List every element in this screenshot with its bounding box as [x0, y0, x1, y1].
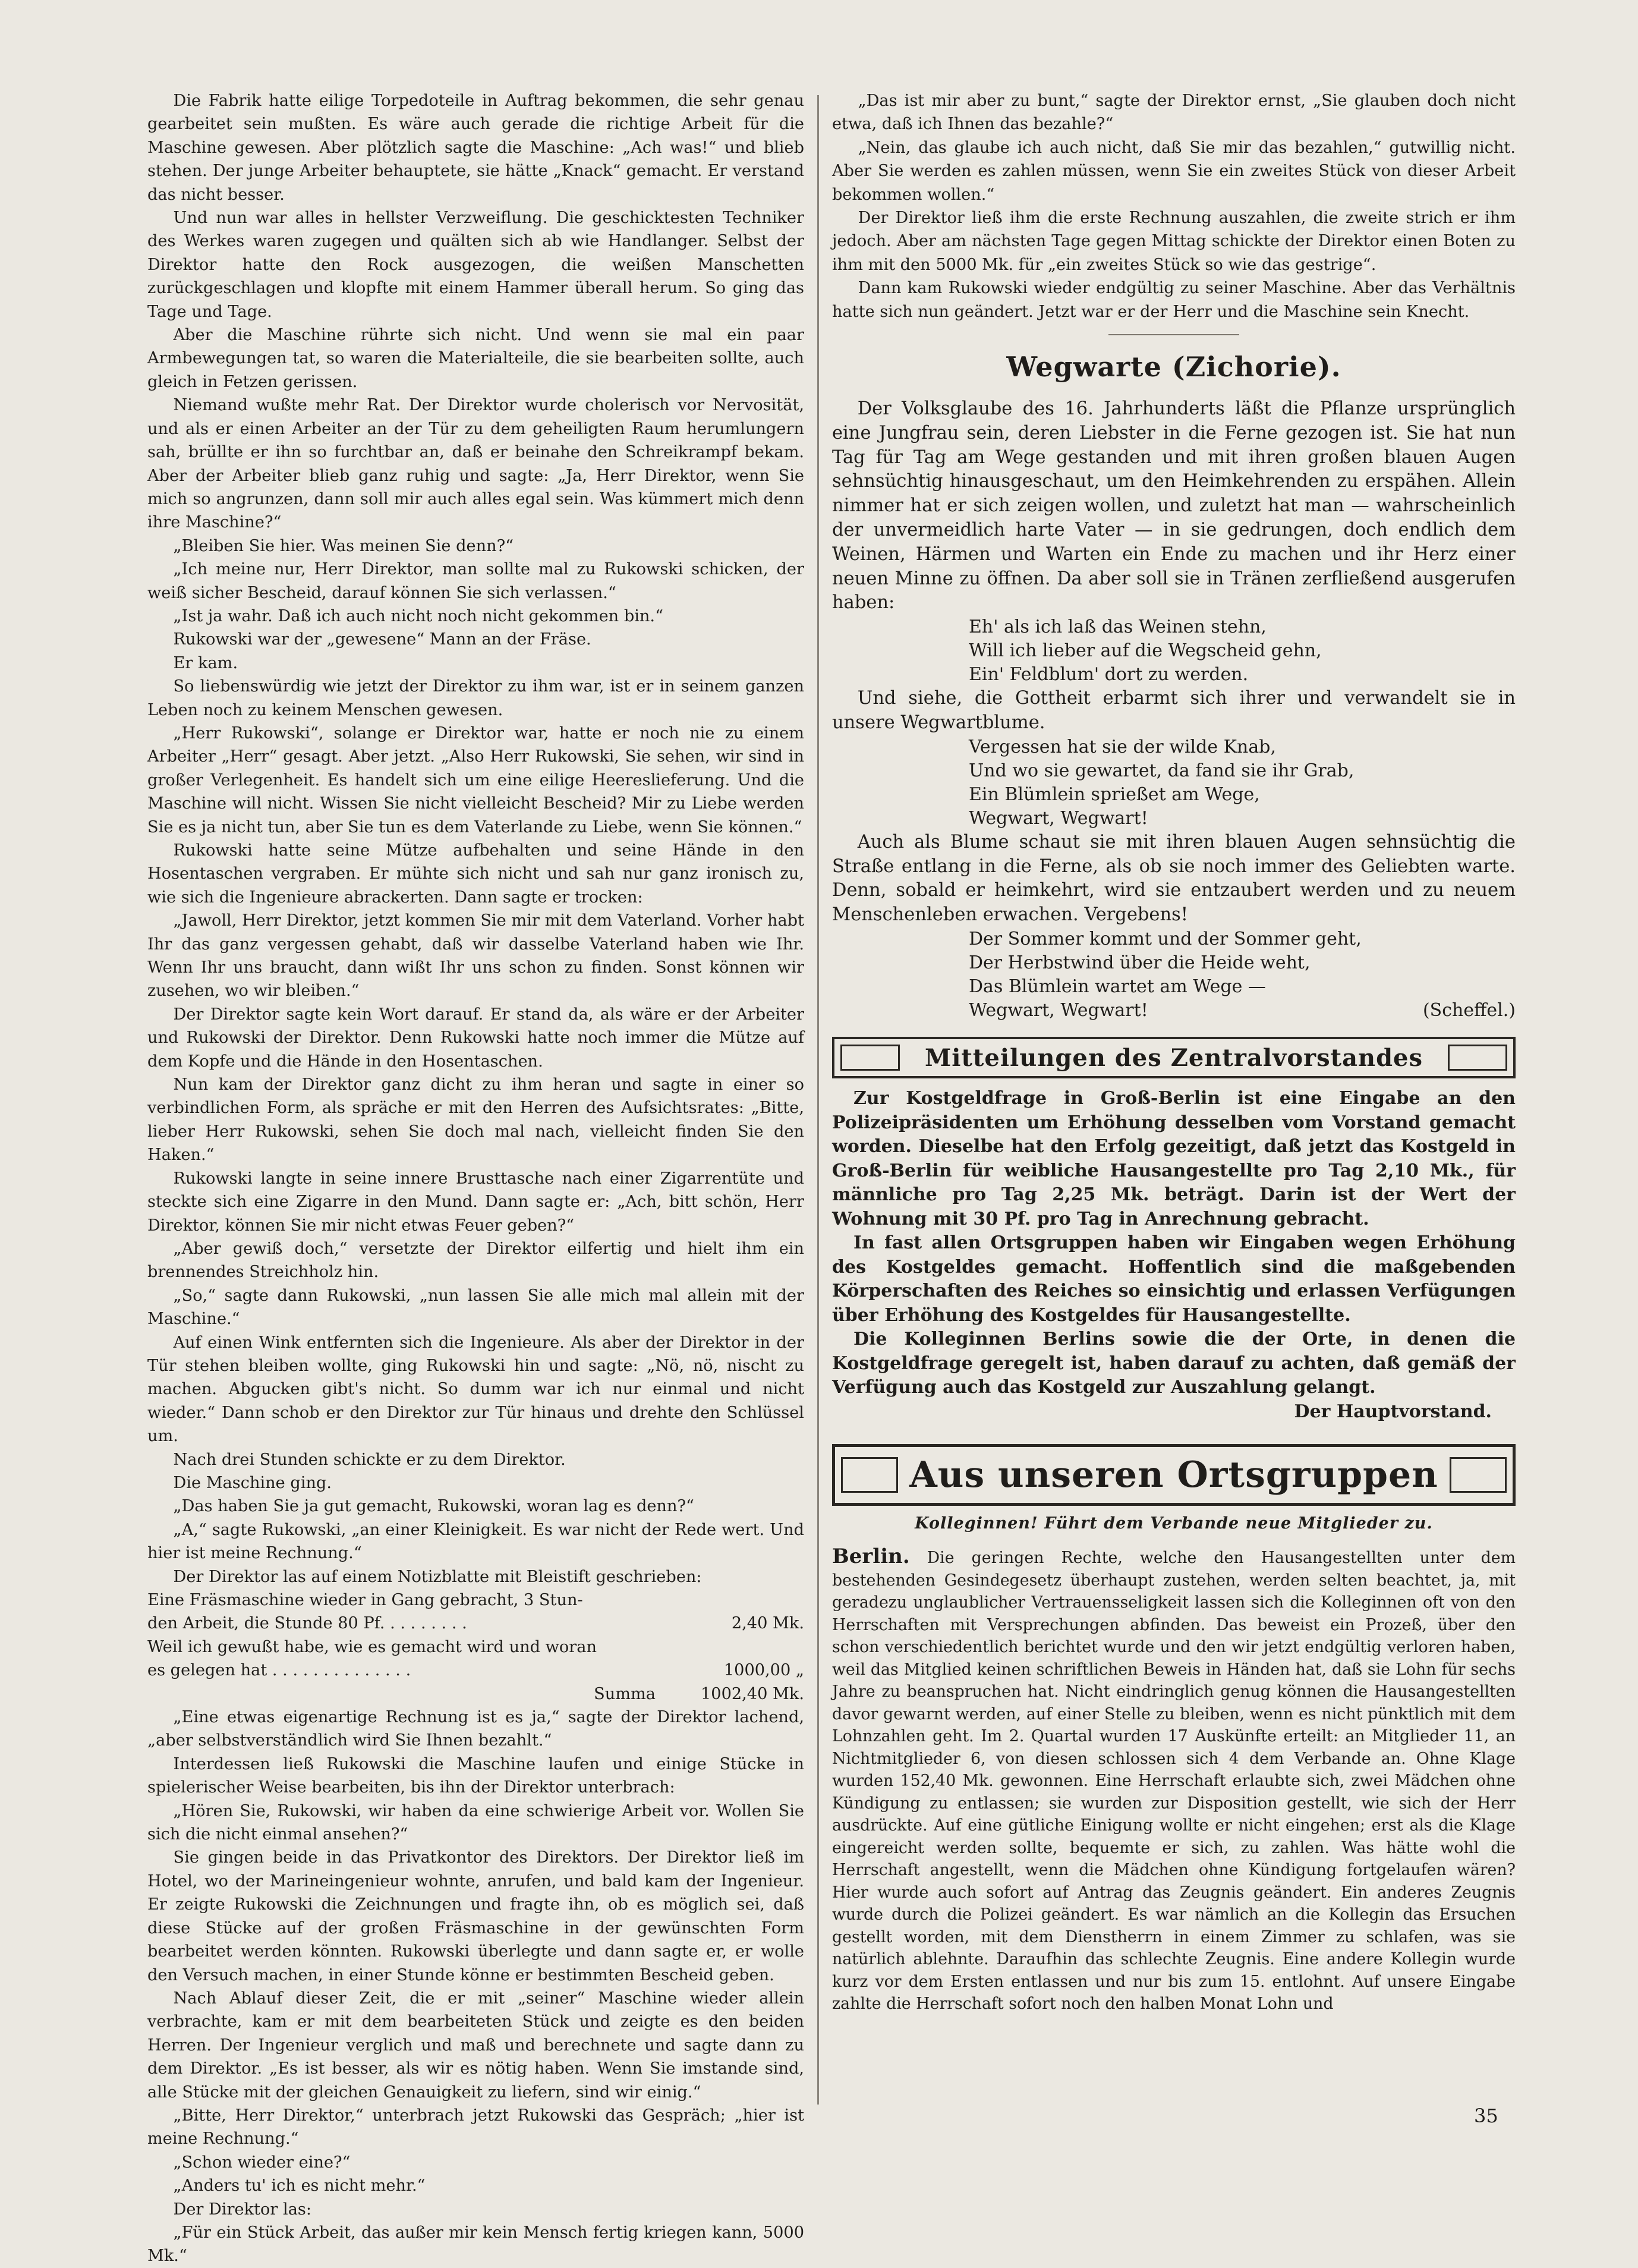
- story-paragraph: „Herr Rukowski“, solange er Direktor war, hatte er noch nie zu einem Arbeiter „Herr“ gesagt. Aber jetzt. „Also Herr Rukowski, Sie sehen, wir sind in großer Verlegenheit. Es handelt sich um eine eilige Heereslieferung. Und die Maschine will nicht. Wissen Sie nicht vielleicht Bescheid? Mir zu Liebe werden Sie es ja nicht tun, aber Sie tun es dem Vaterlande zu Liebe, wenn Sie können.“: [147, 724, 804, 836]
- calc-sum-amount: 1002,40 Mk.: [700, 1684, 804, 1703]
- city-name: Berlin.: [832, 1544, 910, 1569]
- story-paragraph: So liebenswürdig wie jetzt der Direktor zu ihm war, ist er in seinem ganzen Leben noch zu keinem Menschen gewesen.: [147, 677, 804, 719]
- story-paragraph: Der Direktor las auf einem Notizblatte mit Bleistift geschrieben:: [173, 1567, 702, 1586]
- ortsgruppen-heading: Aus unseren Ortsgruppen: [909, 1454, 1438, 1496]
- verse-line: Ein Blümlein sprießet am Wege,: [969, 784, 1260, 805]
- story-paragraph: Rukowski war der „gewesene“ Mann an der Fräse.: [173, 630, 591, 649]
- story-paragraph: Nach Ablauf dieser Zeit, die er mit „seiner“ Maschine wieder allein verbrachte, kam er mit dem bearbeiteten Stück und zeigte es den beiden Herren. Der Ingenieur verglich und maß und berechnete und sagte dann zu dem Direktor. „Es ist besser, als wir es nötig haben. Wenn Sie imstande sind, alle Stücke mit der gleichen Genauigkeit zu liefern, sind wir einig.“: [147, 1989, 804, 2102]
- story-paragraph: Der Direktor las:: [173, 2200, 312, 2219]
- story-paragraph: Dann kam Rukowski wieder endgültig zu seiner Maschine. Aber das Verhältnis hatte sich nun geändert. Jetzt war er der Herr und die Maschine sein Knecht.: [832, 279, 1516, 321]
- verse-line: Will ich lieber auf die Wegscheid gehn,: [969, 640, 1322, 662]
- story-paragraph: „Ich meine nur, Herr Direktor, man sollte mal zu Rukowski schicken, der weiß sicher Bescheid, darauf können Sie sich verlassen.“: [147, 560, 804, 602]
- ortsgruppen-report: [832, 1546, 1516, 2015]
- story-paragraph: Der Direktor ließ ihm die erste Rechnung auszahlen, die zweite strich er ihm jedoch. Aber am nächsten Tage gegen Mittag schickte der Direktor einen Boten zu ihm mit den 5000 Mk. für „ein zweites Stück so wie das gestrige“.: [832, 209, 1516, 274]
- story-paragraph: Rukowski langte in seine innere Brusttasche nach einer Zigarrentüte und steckte sich eine Zigarre in den Mund. Dann sagte er: „Ach, bitt schön, Herr Direktor, können Sie mir nicht etwas Feuer geben?“: [147, 1169, 804, 1235]
- story-paragraph: Die Maschine ging.: [173, 1473, 332, 1492]
- story-paragraph: Aber die Maschine rührte sich nicht. Und wenn sie mal ein paar Armbewegungen tat, so waren die Materialteile, die sie bearbeiten sollte, auch gleich in Fetzen gerissen.: [147, 326, 804, 391]
- zentral-heading-box: [832, 1037, 1516, 1078]
- wegwarte-paragraph: Und siehe, die Gottheit erbarmt sich ihrer und verwandelt sie in unsere Wegwartblume.: [832, 688, 1516, 734]
- calc-row2-label-a: Weil ich gewußt habe, wie es gemacht wird und woran: [147, 1637, 597, 1656]
- story-paragraph: „Eine etwas eigenartige Rechnung ist es ja,“ sagte der Direktor lachend, „aber selbstverständlich wird Sie Ihnen bezahlt.“: [147, 1708, 804, 1750]
- story-paragraph: „Das haben Sie ja gut gemacht, Rukowski, woran lag es denn?“: [173, 1497, 694, 1516]
- calc-row1-label-a: Eine Fräsmaschine wieder in Gang gebracht, 3 Stun-: [147, 1591, 583, 1609]
- story-paragraph: Interdessen ließ Rukowski die Maschine laufen und einige Stücke in spielerischer Weise bearbeiten, bis ihn der Direktor unterbrach:: [147, 1754, 804, 1797]
- story-paragraph: „Nein, das glaube ich auch nicht, daß Sie mir das bezahlen,“ gutwillig nicht. Aber Sie werden es zahlen müssen, wenn Sie ein zweites Stück von dieser Arbeit bekommen wollen.“: [832, 138, 1516, 204]
- calc-row1-amount: 2,40 Mk.: [731, 1614, 804, 1633]
- story-ending: [832, 89, 1516, 323]
- zentral-paragraph: Die Kolleginnen Berlins sowie die der Orte, in denen die Kostgeldfrage geregelt ist, haben darauf zu achten, daß gemäß der Verfügung auch das Kostgeld zur Auszahlung gelangt.: [832, 1329, 1516, 1398]
- zentral-heading: Mitteilungen des Zentralvorstandes: [924, 1043, 1423, 1072]
- verse-line: Das Blümlein wartet am Wege —: [969, 976, 1266, 998]
- verse-line: Vergessen hat sie der wilde Knab,: [969, 736, 1277, 757]
- verse-line: Der Herbstwind über die Heide weht,: [969, 952, 1311, 974]
- story-paragraph: „So,“ sagte dann Rukowski, „nun lassen Sie alle mich mal allein mit der Maschine.“: [147, 1286, 804, 1329]
- story-paragraph: Der Direktor sagte kein Wort darauf. Er stand da, als wäre er der Arbeiter und Rukowski der Direktor. Denn Rukowski hatte noch immer die Mütze auf dem Kopfe und die Hände in den Hosentaschen.: [147, 1005, 804, 1071]
- story-paragraph: Nun kam der Direktor ganz dicht zu ihm heran und sagte in einer so verbindlichen Form, als spräche er mit den Herren des Aufsichtsrates: „Bitte, lieber Herr Rukowski, sehen Sie doch mal nach, vielleicht finden Sie den Haken.“: [147, 1075, 804, 1165]
- story-paragraph: „A,“ sagte Rukowski, „an einer Kleinigkeit. Es war nicht der Rede wert. Und hier ist meine Rechnung.“: [147, 1520, 804, 1563]
- heading-ornament-box: [840, 1045, 900, 1071]
- verse-line: Wegwart, Wegwart!: [969, 1000, 1148, 1021]
- story-paragraph: „Hören Sie, Rukowski, wir haben da eine schwierige Arbeit vor. Wollen Sie sich die nicht einmal ansehen?“: [147, 1801, 804, 1844]
- column-divider: [817, 95, 819, 2105]
- ortsgruppen-heading-box: [832, 1444, 1516, 1506]
- heading-ornament-box: [841, 1457, 898, 1493]
- calc-row1-label-b: den Arbeit, die Stunde 80 Pf. . . . . . . . .: [147, 1614, 467, 1633]
- author-credit: (Scheffel.): [1422, 1000, 1516, 1021]
- verse-line: Der Sommer kommt und der Sommer geht,: [969, 929, 1362, 950]
- wegwarte-paragraph: Auch als Blume schaut sie mit ihren blauen Augen sehnsüchtig die Straße entlang in die Ferne, als ob sie noch immer des Geliebten warte. Denn, sobald er heimkehrt, wird sie entzaubert werden und zu neuem Menschenleben erwachen. Vergebens!: [832, 831, 1516, 926]
- story-paragraph: Nach drei Stunden schickte er zu dem Direktor.: [173, 1450, 566, 1469]
- section-separator: [1108, 334, 1239, 335]
- calc-sum-label: Summa: [594, 1684, 656, 1703]
- calc-row2-label-b: es gelegen hat . . . . . . . . . . . . . .: [147, 1661, 411, 1680]
- story-paragraph: Und nun war alles in hellster Verzweiflung. Die geschicktesten Techniker des Werkes waren zugegen und quälten sich ab wie Handlanger. Selbst der Direktor hatte den Rock ausgezogen, die weißen Manschetten zurückgeschlagen und klopfte mit einem Hammer überall herum. So ging das Tage und Tage.: [147, 209, 804, 321]
- story-paragraph: Sie gingen beide in das Privatkontor des Direktors. Der Direktor ließ im Hotel, wo der Marineingenieur wohnte, anrufen, und bald kam der Ingenieur. Er zeigte Rukowski die Zeichnungen und fragte ihn, ob es möglich sei, daß diese Stücke auf der großen Fräsmaschine in der gewünschten Form bearbeitet werden könnten. Rukowski überlegte und dann sagte er, er wolle den Versuch machen, in einer Stunde könne er bestimmten Bescheid geben.: [147, 1848, 804, 1984]
- zentral-signature: Der Hauptvorstand.: [1294, 1401, 1492, 1422]
- wegwarte-paragraph: Der Volksglaube des 16. Jahrhunderts läßt die Pflanze ursprünglich eine Jungfrau sein, deren Liebster in die Ferne gezogen ist. Sie hat nun Tag für Tag am Wege gestanden und mit ihren großen blauen Augen sehnsüchtig hinausgeschaut, um den Heimkehrenden zu erspähen. Allein nimmer hat er sich zeigen wollen, und zuletzt hat man — wahrscheinlich der unvermeidlich harte Vater — in sie gedrungen, doch endlich dem Weinen, Härmen und Warten ein Ende zu machen und ihr Herz einer neuen Minne zu öffnen. Da aber soll sie in Tränen zerfließend ausgerufen haben:: [832, 398, 1516, 614]
- zentral-paragraph: Zur Kostgeldfrage in Groß-Berlin ist eine Eingabe an den Polizeipräsidenten um Erhöhung desselben vom Vorstand gemacht worden. Dieselbe hat den Erfolg gezeitigt, daß jetzt das Kostgeld in Groß-Berlin für weibliche Hausangestellte pro Tag 2,10 Mk., für männliche pro Tag 2,25 Mk. beträgt. Darin ist der Wert der Wohnung mit 30 Pf. pro Tag in Anrechnung gebracht.: [832, 1088, 1516, 1229]
- story-paragraph: Rukowski hatte seine Mütze aufbehalten und seine Hände in den Hosentaschen vergraben. Er mühte sich nicht und sah nur ganz ironisch zu, wie sich die Ingenieure abrackerten. Dann sagte er trocken:: [147, 841, 804, 907]
- wegwarte-heading: Wegwarte (Zichorie).: [1006, 351, 1341, 383]
- verse-last-with-author: [832, 999, 1516, 1023]
- wegwarte-article: [832, 397, 1516, 1023]
- story-paragraph: Die Fabrik hatte eilige Torpedoteile in Auftrag bekommen, die sehr genau gearbeitet sein mußten. Es wäre auch gerade die richtige Arbeit für die Maschine gewesen. Aber plötzlich sagte die Maschine: „Ach was!“ und blieb stehen. Der junge Arbeiter behauptete, sie hätte „Knack“ gemacht. Er verstand das nicht besser.: [147, 92, 804, 204]
- story-paragraph: „Jawoll, Herr Direktor, jetzt kommen Sie mir mit dem Vaterland. Vorher habt Ihr das ganz vergessen gehabt, daß wir dasselbe Vaterland haben wie Ihr. Wenn Ihr uns braucht, dann wißt Ihr uns schon zu finden. Sonst können wir zusehen, wo wir bleiben.“: [147, 911, 804, 1001]
- verse-line: Ein' Feldblum' dort zu werden.: [969, 664, 1249, 685]
- page-number: 35: [1474, 2105, 1498, 2127]
- story-paragraph: Niemand wußte mehr Rat. Der Direktor wurde cholerisch vor Nervosität, und als er einen Arbeiter an der Tür zu dem geheiligten Raum herumlungern sah, brüllte er ihn so furchtbar an, daß er beinahe den Schreikrampf bekam. Aber der Arbeiter blieb ganz ruhig und sagte: „Ja, Herr Direktor, wenn Sie mich so angrunzen, dann soll mir auch alles egal sein. Was kümmert mich denn ihre Maschine?“: [147, 396, 804, 532]
- story-paragraph: Er kam.: [173, 653, 238, 672]
- berlin-report: [832, 1546, 1516, 2015]
- story-paragraph: „Für ein Stück Arbeit, das außer mir kein Mensch fertig kriegen kann, 5000 Mk.“: [147, 2223, 804, 2266]
- invoice-calculation: [147, 1588, 804, 1706]
- story-paragraph: „Anders tu' ich es nicht mehr.“: [173, 2176, 426, 2195]
- story-paragraph: „Das ist mir aber zu bunt,“ sagte der Direktor ernst, „Sie glauben doch nicht etwa, daß ich Ihnen das bezahle?“: [832, 92, 1516, 134]
- left-column: [147, 89, 804, 2268]
- story-paragraph: „Bitte, Herr Direktor,“ unterbrach jetzt Rukowski das Gespräch; „hier ist meine Rechnung.“: [147, 2106, 804, 2149]
- verse-line: Wegwart, Wegwart!: [969, 807, 1148, 829]
- zentral-paragraph: In fast allen Ortsgruppen haben wir Eingaben wegen Erhöhung des Kostgeldes gemacht. Hoffentlich sind die maßgebenden Körperschaften des Reiches so einsichtig und erlassen Verfügungen über Erhöhung des Kostgeldes für Hausangestellte.: [832, 1232, 1516, 1326]
- right-column: [832, 89, 1516, 2015]
- heading-ornament-box: [1448, 1045, 1507, 1071]
- story-paragraph: Auf einen Wink entfernten sich die Ingenieure. Als aber der Direktor in der Tür stehen bleiben wollte, ging Rukowski hin und sagte: „Nö, nö, nischt zu machen. Abgucken gibt's nicht. So dumm war ich nur einmal und nicht wieder.“ Dann schob er den Direktor zur Tür hinaus und drehte den Schlüssel um.: [147, 1333, 804, 1446]
- heading-ornament-box: [1450, 1457, 1507, 1493]
- verse-line: Eh' als ich laß das Weinen stehn,: [969, 616, 1267, 638]
- story-paragraph: „Ist ja wahr. Daß ich auch nicht noch nicht gekommen bin.“: [173, 606, 663, 625]
- verse-line: Und wo sie gewartet, da fand sie ihr Grab,: [969, 760, 1354, 781]
- berlin-report-text: Die geringen Rechte, welche den Hausangestellten unter dem bestehenden Gesindegesetz überhaupt zustehen, werden selten beachtet, ja, mit geradezu unglaublicher Vertrauensseligkeit lassen sich die Kolleginnen oft von den Herrschaften mit Versprechungen abfinden. Das beweist ein Prozeß, über den schon verschiedentlich berichtet wurde und den wir jetzt endgültig verloren haben, weil das Mitglied keinen schriftlichen Beweis in Händen hat, daß sie Lohn für sechs Jahre zu beanspruchen hat. Nicht eindringlich genug können die Hausangestellten davor gewarnt werden, auf einer Stelle zu bleiben, wenn es nicht pünktlich mit dem Lohnzahlen geht. Im 2. Quartal wurden 17 Auskünfte erteilt: an Mitglieder 11, an Nichtmitglieder 6, von diesen schlossen sich 4 dem Verbande an. Ohne Klage wurden 152,40 Mk. gewonnen. Eine Herrschaft erlaubte sich, zwei Mädchen ohne Kündigung zu entlassen; sie wurden zur Disposition gestellt, wie sich der Herr ausdrückte. Auf eine gütliche Einigung wollte er nicht eingehen; erst als die Klage eingereicht werden sollte, bequemte er sich, zu zahlen. Was hätte wohl die Herrschaft angestellt, wenn die Mädchen ohne Kündigung fortgelaufen wären? Hier wurde auch sofort auf Antrag das Zeugnis geändert. Ein anderes Zeugnis wurde durch die Polizei geändert. Es war nämlich an die Kollegin das Ersuchen gestellt worden, mit dem Dienstherrn in einem Zimmer zu schlafen, was sie natürlich ablehnte. Daraufhin das schlechte Zeugnis. Eine andere Kollegin wurde kurz vor dem Ersten entlassen und nur bis zum 15. entlohnt. Auf unsere Eingabe zahlte die Herrschaft sofort noch den halben Monat Lohn und: [832, 1549, 1516, 2014]
- story-paragraph: „Schon wieder eine?“: [173, 2153, 351, 2172]
- ortsgruppen-subhead: Kolleginnen! Führt dem Verbande neue Mitglieder zu.: [915, 1514, 1433, 1533]
- zentral-announcement: [832, 1087, 1516, 1424]
- calc-row2-amount: 1000,00 „: [723, 1661, 804, 1680]
- story-paragraph: „Bleiben Sie hier. Was meinen Sie denn?“: [173, 536, 514, 555]
- story-paragraph: „Aber gewiß doch,“ versetzte der Direktor eilfertig und hielt ihm ein brennendes Streichholz hin.: [147, 1239, 804, 1282]
